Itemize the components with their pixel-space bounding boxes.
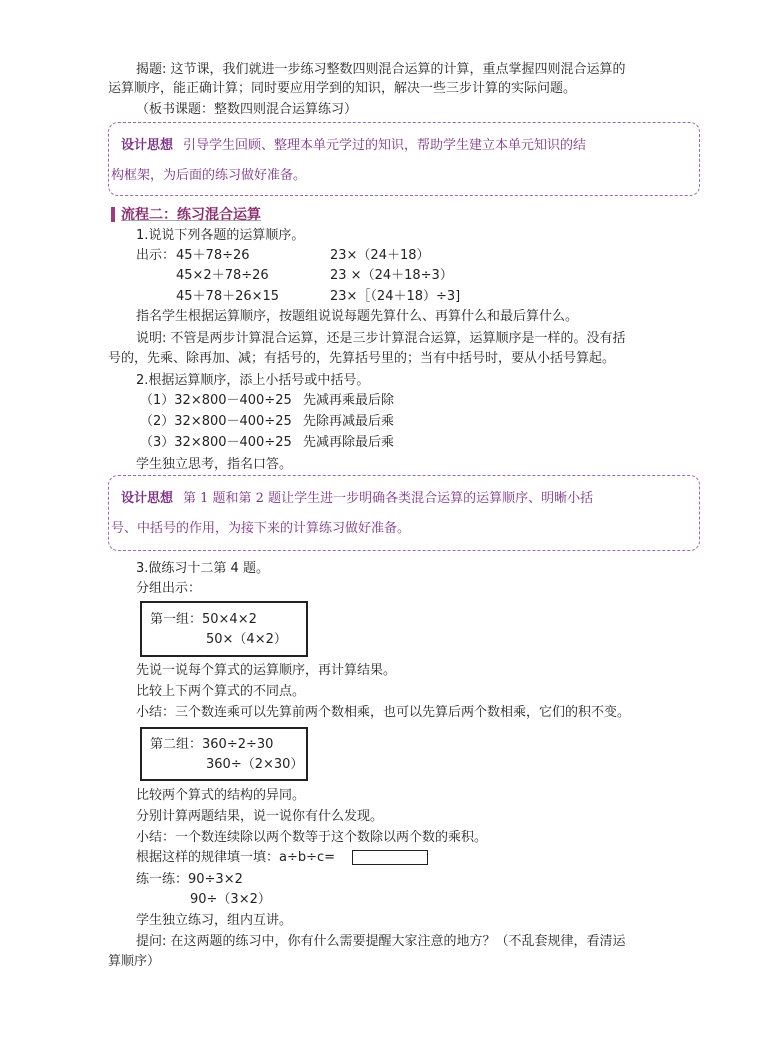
group-1-box — [140, 601, 308, 657]
group-2-summary: 小结：一个数连续除以两个数等于这个数除以两个数的乘积。 — [136, 830, 488, 845]
q3-group-show: 分组出示： — [136, 581, 202, 596]
q3-heading: 3.做练习十二第 4 题。 — [136, 561, 269, 576]
design-thought-line-2: 构框架，为后面的练习做好准备。 — [111, 168, 307, 183]
design-thought-2-text-1: 第 1 题和第 2 题让学生进一步明确各类混合运算的运算顺序、明晰小括 — [183, 491, 594, 506]
q2-item-2-expr: （2）32×800－400÷25 — [140, 414, 292, 429]
practice-line-2: 90÷（3×2） — [190, 892, 271, 907]
group-1-paragraph-2: 比较上下两个算式的不同点。 — [136, 684, 306, 699]
practice-paragraph: 学生独立练习，组内互讲。 — [136, 913, 293, 928]
q2-paragraph-1: 学生独立思考，指名口答。 — [136, 457, 293, 472]
design-thought-box-2 — [108, 475, 700, 551]
question-line-1: 提问: 在这两题的练习中，你有什么需要提醒大家注意的地方？（不乱套规律，看清运 — [136, 934, 626, 949]
section-marker — [111, 207, 115, 222]
intro-line-1: 揭题: 这节课，我们就进一步练习整数四则混合运算的计算，重点掌握四则混合运算的 — [136, 62, 626, 77]
q2-item-3-hint: 先减再除最后乘 — [303, 435, 395, 450]
section-heading: 流程二：练习混合运算 — [121, 207, 261, 223]
q1-expr-col1-2: 45×2＋78÷26 — [176, 268, 269, 283]
q1-heading: 1.说说下列各题的运算顺序。 — [136, 228, 305, 243]
practice-line-1: 练一练：90÷3×2 — [136, 872, 243, 887]
design-thought-2-line-1 — [121, 490, 593, 508]
design-thought-text-1: 引导学生回顾、整理本单元学过的知识，帮助学生建立本单元知识的结 — [183, 138, 587, 153]
design-thought-2-title: 设计思想 — [121, 491, 174, 506]
group-1-line-1: 第一组：50×4×2 — [150, 612, 257, 627]
q1-expr-col2-2: 23 ×（24＋18÷3） — [330, 268, 453, 283]
design-thought-line-1 — [121, 137, 586, 155]
q1-show-label: 出示： — [136, 248, 176, 263]
q1-paragraph-2a: 说明: 不管是两步计算混合运算，还是三步计算混合运算，运算顺序是一样的。没有括 — [136, 331, 626, 346]
q2-item-3-expr: （3）32×800－400÷25 — [140, 435, 292, 450]
rule-fill-text: 根据这样的规律填一填：a÷b÷c= — [136, 850, 336, 865]
q2-item-1-hint: 先减再乘最后除 — [303, 393, 395, 408]
q2-item-2-hint: 先除再减最后乘 — [303, 414, 395, 429]
q1-expr-col2-3: 23×［（24＋18）÷3] — [330, 289, 461, 304]
group-2-box — [140, 727, 308, 781]
question-line-2: 算顺序） — [108, 954, 161, 969]
q1-expr-col1-1: 45＋78÷26 — [176, 248, 250, 263]
intro-line-3: （板书课题：整数四则混合运算练习） — [136, 102, 358, 117]
group-2-line-2: 360÷（2×30） — [206, 757, 304, 772]
design-thought-title: 设计思想 — [121, 138, 174, 153]
intro-line-2: 运算顺序，能正确计算；同时要应用学到的知识，解决一些三步计算的实际问题。 — [108, 81, 577, 96]
q1-paragraph-1: 指名学生根据运算顺序，按题组说说每题先算什么、再算什么和最后算什么。 — [136, 309, 579, 324]
group-2-line-1: 第二组：360÷2÷30 — [150, 737, 274, 752]
fill-in-blank[interactable] — [352, 850, 428, 865]
group-2-paragraph-1: 比较两个算式的结构的异同。 — [136, 788, 306, 803]
q1-expr-col2-1: 23×（24＋18） — [330, 248, 430, 263]
q1-paragraph-2b: 号的，先乘、除再加、减；有括号的，先算括号里的；当有中括号时，要从小括号算起。 — [108, 351, 616, 366]
design-thought-box-1 — [108, 122, 700, 196]
group-2-paragraph-2: 分别计算两题结果，说一说你有什么发现。 — [136, 809, 384, 824]
q2-item-1-expr: （1）32×800－400÷25 — [140, 393, 292, 408]
group-1-summary: 小结：三个数连乘可以先算前两个数相乘，也可以先算后两个数相乘，它们的积不变。 — [136, 705, 631, 720]
design-thought-2-line-2: 号、中括号的作用，为接下来的计算练习做好准备。 — [111, 521, 411, 536]
group-1-paragraph-1: 先说一说每个算式的运算顺序，再计算结果。 — [136, 663, 397, 678]
group-1-line-2: 50×（4×2） — [206, 632, 287, 647]
q1-expr-col1-3: 45＋78＋26×15 — [176, 289, 280, 304]
q2-heading: 2.根据运算顺序，添上小括号或中括号。 — [136, 373, 370, 388]
